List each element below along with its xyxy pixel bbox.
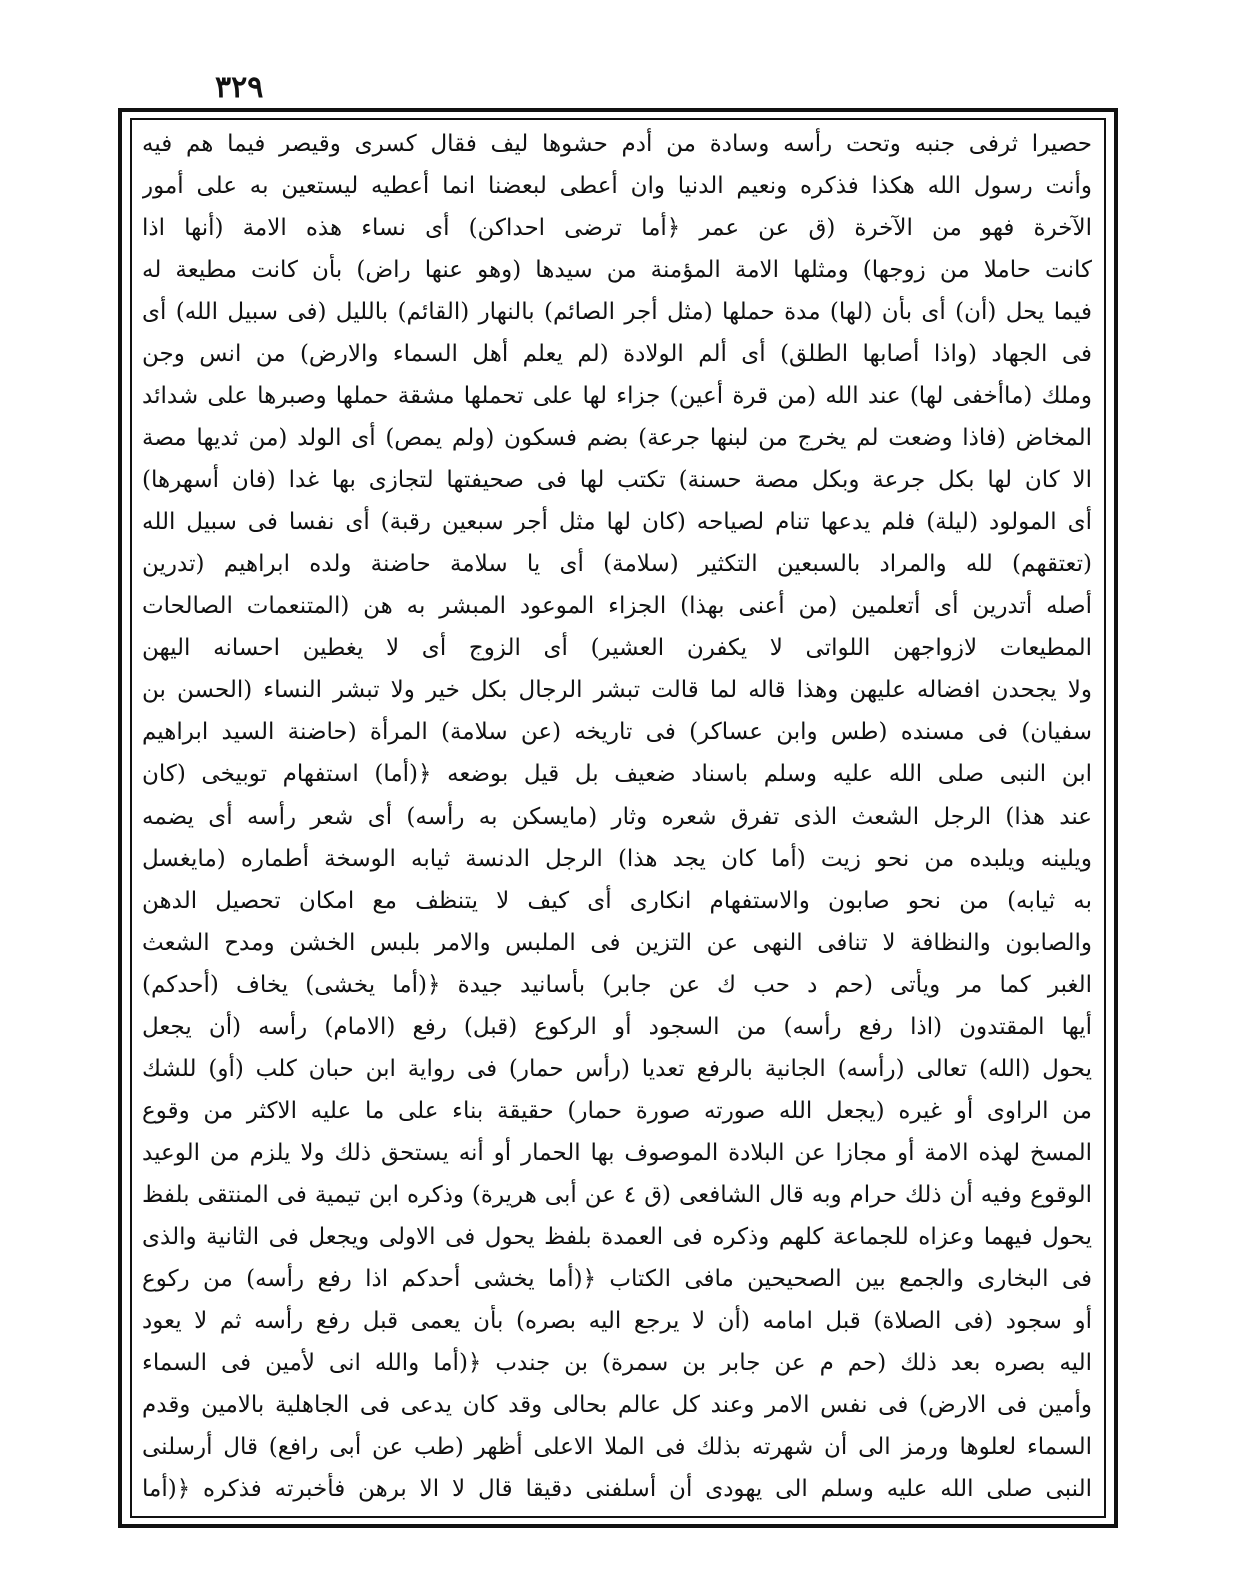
text-line: ابن النبى صلى الله عليه وسلم باسناد ضعيف بل قيل بوضعه ﴿(أما) استفهام توبيخى (كان [142, 761, 1092, 788]
text-line: الآخرة فهو من الآخرة (ق عن عمر ﴿أما ترضى احداكن) أى نساء هذه الامة (أنها اذا [142, 215, 1092, 242]
text-line: السماء لعلوها ورمز الى أن شهرته بذلك فى الملا الاعلى أظهر (طب عن أبى رافع) قال أرسلنى [142, 1433, 1092, 1460]
text-line: يحول فيهما وعزاه للجماعة كلهم وذكره فى العمدة بلفظ يحول فى الاولى ويجعل فى الثانية والذى [142, 1223, 1092, 1250]
text-line: عند هذا) الرجل الشعث الذى تفرق شعره وثار (مايسكن به رأسه) أى شعر رأسه أى يضمه [142, 803, 1092, 830]
text-line: من الراوى أو غيره (يجعل الله صورته صورة حمار) حقيقة بناء على ما عليه الاكثر من وقوع [142, 1097, 1092, 1124]
text-line: وملك (ماأخفى لها) عند الله (من قرة أعين) جزاء لها على تحملها مشقة حملها وصبرها على شدائد [142, 383, 1092, 410]
text-line: أو سجود (فى الصلاة) قبل امامه (أن لا يرجع اليه بصره) بأن يعمى قبل رفع رأسه ثم لا يعود [142, 1307, 1092, 1334]
text-line: حصيرا ثرفى جنبه وتحت رأسه وسادة من أدم حشوها ليف فقال كسرى وقيصر فيما هم فيه [142, 131, 1092, 157]
text-line: أيها المقتدون (اذا رفع رأسه) من السجود أو الركوع (قبل) رفع (الامام) رأسه (أن يجعل [142, 1013, 1092, 1040]
text-line: فى الجهاد (واذا أصابها الطلق) أى ألم الولادة (لم يعلم أهل السماء والارض) من انس وجن [142, 341, 1092, 368]
text-line: النبى صلى الله عليه وسلم الى يهودى أن أسلفنى دقيقا قال لا الا برهن فأخبرته فذكره ﴿(أما [142, 1476, 1092, 1502]
text-line: فيما يحل (أن) أى بأن (لها) مدة حملها (مثل أجر الصائم) بالنهار (القائم) بالليل (فى سبيل الله) أى [142, 299, 1092, 326]
text-line: اليه بصره بعد ذلك (حم م عن جابر بن سمرة) بن جندب ﴿(أما والله انى لأمين فى السماء [142, 1349, 1092, 1376]
text-line: الوقوع وفيه أن ذلك حرام وبه قال الشافعى (ق ٤ عن أبى هريرة) وذكره ابن تيمية فى المنتقى بلفظ [142, 1181, 1092, 1208]
text-line: أصله أتدرين أى أتعلمين (من أعنى بهذا) الجزاء الموعود المبشر به هن (المتنعمات الصالحات [142, 593, 1092, 620]
text-line: فى البخارى والجمع بين الصحيحين مافى الكتاب ﴿(أما يخشى أحدكم اذا رفع رأسه) من ركوع [142, 1265, 1092, 1292]
text-line: أى المولود (ليلة) فلم يدعها تنام لصياحه (كان لها مثل أجر سبعين رقبة) أى نفسا فى سبيل الله [142, 509, 1092, 536]
text-block [142, 128, 1092, 1506]
text-line: وأنت رسول الله هكذا فذكره ونعيم الدنيا وان أعطى لبعضنا انما أعطيه ليستعين به على أمور [142, 173, 1092, 200]
text-line: الا كان لها بكل جرعة وبكل مصة حسنة) تكتب لها فى صحيفتها لتجازى بها غدا (فان أسهرها) [142, 467, 1092, 494]
text-line: المسخ لهذه الامة أو مجازا عن البلادة الموصوف بها الحمار أو أنه يستحق ذلك ولا يلزم من الوعيد [142, 1139, 1092, 1166]
text-line: ولا يجحدن افضاله عليهن وهذا قاله لما قالت تبشر الرجال بكل خير ولا تبشر النساء (الحسن بن [142, 677, 1092, 704]
text-line: المخاض (فاذا وضعت لم يخرج من لبنها جرعة) بضم فسكون (ولم يمص) أى الولد (من ثديها مصة [142, 425, 1092, 452]
text-line: ويلينه ويلبده من نحو زيت (أما كان يجد هذا) الرجل الدنسة ثيابه الوسخة أطماره (مايغسل [142, 845, 1092, 872]
text-line: يحول (الله) تعالى (رأسه) الجانية بالرفع تعديا (رأس حمار) فى رواية ابن حبان كلب (أو) للشك [142, 1055, 1092, 1082]
text-line: به ثيابه) من نحو صابون والاستفهام انكارى أى كيف لا يتنظف مع امكان تحصيل الدهن [142, 887, 1092, 914]
text-line: (تعتقهم) لله والمراد بالسبعين التكثير (سلامة) أى يا سلامة حاضنة ولده ابراهيم (تدرين [142, 551, 1092, 578]
text-line: المطيعات لازواجهن اللواتى لا يكفرن العشير) أى الزوج أى لا يغطين احسانه اليهن [142, 635, 1092, 662]
text-line: الغبر كما مر ويأتى (حم د حب ك عن جابر) بأسانيد جيدة ﴿(أما يخشى) يخاف (أحدكم) [142, 971, 1092, 998]
text-line: والصابون والنظافة لا تنافى النهى عن التزين فى الملبس والامر بلبس الخشن ومدح الشعث [142, 929, 1092, 956]
page-number: ٣٢٩ [215, 70, 264, 105]
text-line: سفيان) فى مسنده (طس وابن عساكر) فى تاريخه (عن سلامة) المرأة (حاضنة السيد ابراهيم [142, 719, 1092, 746]
text-line: كانت حاملا من زوجها) ومثلها الامة المؤمنة من سيدها (وهو عنها راض) بأن كانت مطيعة له [142, 257, 1092, 284]
text-line: وأمين فى الارض) فى نفس الامر وعند كل عالم بحالى وقد كان يدعى فى الجاهلية بالامين وقدم [142, 1391, 1092, 1418]
